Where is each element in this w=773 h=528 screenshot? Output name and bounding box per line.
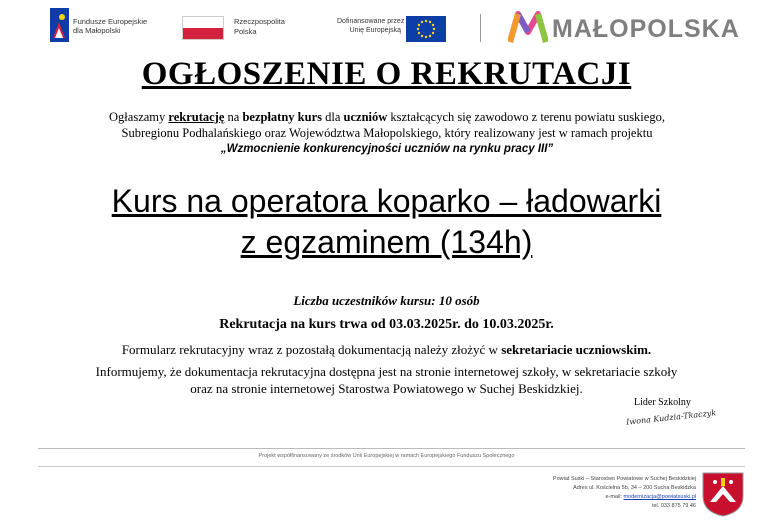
malopolska-logo — [508, 10, 740, 49]
address-line2: Adres ul. Kościelna 5b, 34 – 200 Sucha Beskidzka — [573, 485, 696, 491]
footer-address — [520, 475, 696, 511]
email-link[interactable]: modernizacja@powiatsuski.pl — [623, 494, 696, 500]
form-bold-office: sekretariacie uczniowskim. — [501, 342, 652, 357]
info-line1: Informujemy, że dokumentacja rekrutacyjna dostępna jest na stronie internetowej szkoły, w sekretariacie szkoły — [95, 364, 678, 379]
fe-logo-text: Fundusze Europejskie dla Małopolski — [73, 17, 148, 35]
signature: Iwona Kudzia-Tkaczyk — [625, 408, 717, 427]
intro-line1: Ogłaszamy rekrutację na bezpłatny kurs dla uczniów kształcących się zawodowo z terenu powiatu suskiego, — [109, 110, 665, 124]
info-paragraph — [20, 363, 753, 397]
address-line1: Powiat Suski – Starostwo Powiatowe w Suchej Beskidzkiej — [552, 476, 696, 482]
project-name: „Wzmocnienie konkurencyjności uczniów na rynku pracy III” — [220, 143, 554, 155]
course-title-line1: Kurs na operatora koparko – ładowarki — [111, 183, 662, 219]
participants-count: Liczba uczestników kursu: 10 osób — [293, 293, 480, 308]
malopolska-text: MAŁOPOLSKA — [552, 15, 740, 43]
intro-paragraph — [22, 109, 752, 157]
malopolska-m-icon — [508, 10, 548, 44]
footer-divider-top — [38, 448, 745, 449]
info-line2: oraz na stronie internetowej Starostwa Powiatowego w Suchej Beskidzkiej. — [190, 381, 583, 396]
intro-bold-free-course: bezpłatny kurs — [242, 110, 322, 124]
footer-divider-bottom — [38, 466, 745, 467]
course-title-line2: z egzaminem (134h) — [240, 224, 533, 260]
rp-logo-line2: Polska — [234, 27, 257, 36]
form-instructions: Formularz rekrutacyjny wraz z pozostałą dokumentacją należy złożyć w sekretariacie uczniowskim. — [121, 342, 652, 357]
intro-line2: Subregionu Podhalańskiego oraz Województwa Małopolskiego, który realizowany jest w ramach projektu — [121, 126, 653, 140]
footer-funding-note: Projekt współfinansowany ze środków Unii Europejskiej w ramach Europejskiego Funduszu Społecznego — [258, 453, 515, 459]
page-title: OGŁOSZENIE O REKRUTACJI — [141, 56, 632, 92]
header-logos — [0, 4, 773, 44]
powiat-crest-icon — [700, 470, 746, 518]
rp-logo-line1: Rzeczpospolita — [234, 17, 285, 26]
intro-bold-recruitment: rekrutację — [168, 110, 225, 124]
recruitment-period: Rekrutacja na kurs trwa od 03.03.2025r. do 10.03.2025r. — [219, 317, 554, 332]
address-email-row: e-mail: modernizacja@powiatsuski.pl — [605, 494, 696, 500]
leader-label: Lider Szkolny — [634, 397, 691, 408]
course-title — [0, 181, 773, 263]
logo-separator — [480, 14, 481, 42]
eu-flag-icon — [406, 16, 446, 42]
eu-logo-text: Dofinansowane przez Unię Europejską — [337, 18, 405, 34]
fundusze-europejskie-logo — [50, 8, 170, 44]
poland-flag-icon — [182, 16, 224, 40]
address-phone: tel. 033 875 79 46 — [651, 503, 696, 509]
intro-bold-students: uczniów — [343, 110, 388, 124]
fe-emblem-icon — [50, 8, 69, 42]
